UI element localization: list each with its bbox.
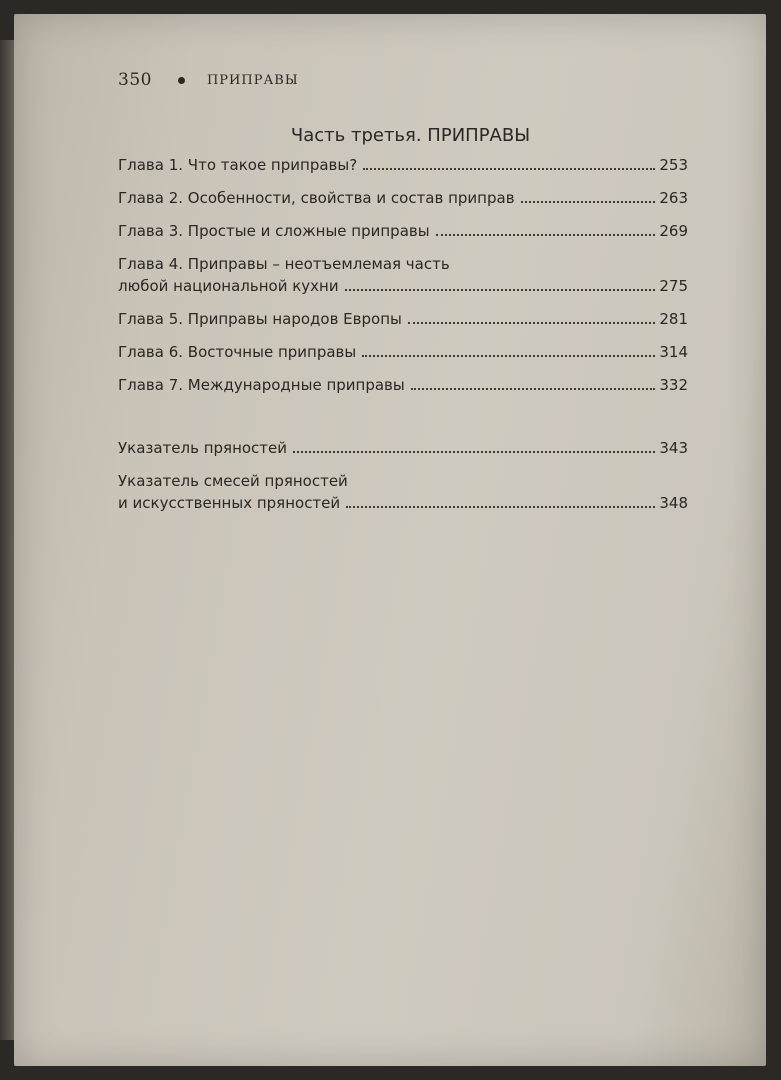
toc-entry bbox=[118, 308, 688, 330]
toc-entry-row bbox=[118, 492, 688, 514]
dot-leader bbox=[346, 506, 655, 508]
toc-entry-page-number: 343 bbox=[659, 439, 688, 457]
toc-entry-row bbox=[118, 374, 688, 396]
toc-entry-page-number: 263 bbox=[659, 189, 688, 207]
toc-entry-page-number: 314 bbox=[659, 343, 688, 361]
toc-entry-row bbox=[118, 154, 688, 176]
toc-entry bbox=[118, 187, 688, 209]
toc-entry-row bbox=[118, 275, 688, 297]
toc-entry-title: Глава 7. Международные приправы bbox=[118, 376, 405, 394]
toc-entry bbox=[118, 437, 688, 459]
toc-entry-row bbox=[118, 187, 688, 209]
toc-entry-page-number: 281 bbox=[659, 310, 688, 328]
toc-entry-page-number: 275 bbox=[659, 277, 688, 295]
toc-entry bbox=[118, 341, 688, 363]
running-head bbox=[118, 70, 299, 90]
toc-entry bbox=[118, 470, 688, 514]
toc-entry-title: Глава 3. Простые и сложные приправы bbox=[118, 222, 430, 240]
toc-entry bbox=[118, 253, 688, 297]
running-head-section: ПРИПРАВЫ bbox=[206, 72, 299, 88]
page-number: 350 bbox=[118, 70, 152, 90]
dot-leader bbox=[363, 168, 655, 170]
toc-entry-page-number: 269 bbox=[659, 222, 688, 240]
table-of-contents bbox=[118, 154, 688, 525]
toc-entry-title: Глава 6. Восточные приправы bbox=[118, 343, 357, 361]
toc-entry-title: Глава 1. Что такое приправы? bbox=[118, 156, 358, 174]
toc-entry bbox=[118, 374, 688, 396]
toc-entry-row bbox=[118, 341, 688, 363]
dot-leader bbox=[521, 201, 656, 203]
toc-entry bbox=[118, 154, 688, 176]
toc-entry-title-line: Глава 4. Приправы – неотъемлемая часть bbox=[118, 255, 450, 273]
toc-entry-row bbox=[118, 437, 688, 459]
bullet-icon bbox=[178, 77, 185, 84]
toc-entry bbox=[118, 220, 688, 242]
toc-entry-title: Указатель пряностей bbox=[118, 439, 288, 457]
section-gap bbox=[118, 407, 688, 437]
toc-entry-page-number: 348 bbox=[659, 494, 688, 512]
dot-leader bbox=[345, 289, 656, 291]
toc-entry-title: Глава 2. Особенности, свойства и состав приправ bbox=[118, 189, 515, 207]
part-title: Часть третья. ПРИПРАВЫ bbox=[290, 125, 531, 146]
chapter-list bbox=[118, 154, 688, 396]
toc-entry-row bbox=[118, 308, 688, 330]
dot-leader bbox=[411, 388, 656, 390]
index-list bbox=[118, 437, 688, 514]
toc-entry-title: любой национальной кухни bbox=[118, 277, 339, 295]
toc-entry-page-number: 332 bbox=[659, 376, 688, 394]
toc-entry-row bbox=[118, 220, 688, 242]
dot-leader bbox=[362, 355, 655, 357]
dot-leader bbox=[293, 451, 655, 453]
dot-leader bbox=[408, 322, 656, 324]
toc-entry-title: и искусственных пряностей bbox=[118, 494, 341, 512]
dot-leader bbox=[436, 234, 656, 236]
toc-entry-title: Глава 5. Приправы народов Европы bbox=[118, 310, 402, 328]
toc-entry-page-number: 253 bbox=[659, 156, 688, 174]
toc-entry-title-line: Указатель смесей пряностей bbox=[118, 472, 348, 490]
